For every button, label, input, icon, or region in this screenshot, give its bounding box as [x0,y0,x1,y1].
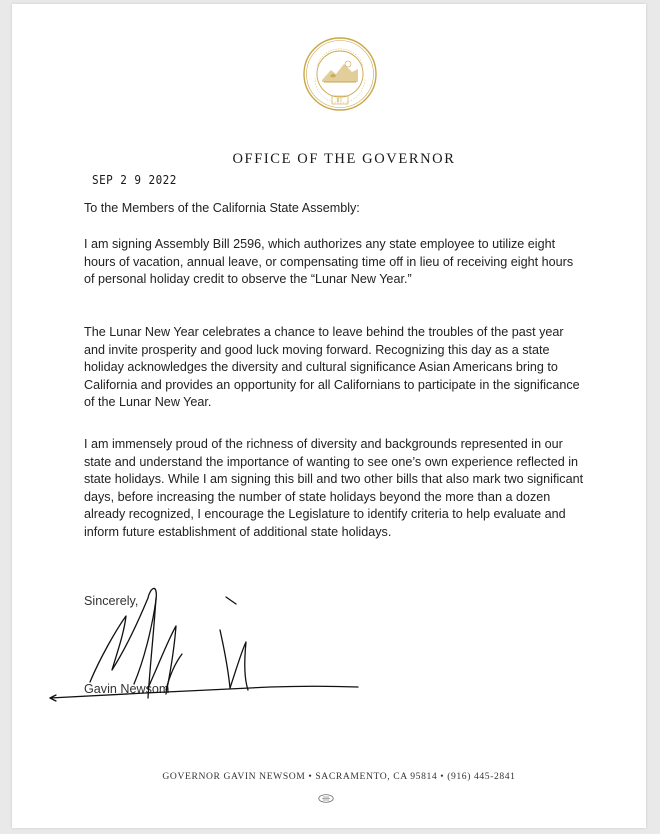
paragraph-2 [84,324,584,412]
letter-page [12,4,646,828]
salutation-text: To the Members of the California State Assembly: [84,201,360,215]
paragraph-2-text: The Lunar New Year celebrates a chance to leave behind the troubles of the past year and invite prosperity and good luck moving forward. Recognizing this day as a state holiday acknowledges the diversity and cultural significance Asian Americans bring to California and provides an opportunity for all Californians to participate in the significance of the Lunar New Year. [84,325,580,410]
office-title: OFFICE OF THE GOVERNOR [232,151,456,167]
date-stamp: SEP 2 9 2022 [92,172,177,187]
governor-seal-icon [302,36,378,112]
salutation [84,200,584,218]
footer-address: GOVERNOR GAVIN NEWSOM • SACRAMENTO, CA 95814 • (916) 445-2841 [162,771,516,782]
paragraph-1 [84,236,584,289]
signer-name: Gavin Newsom [84,682,170,696]
handwritten-signature-icon [30,570,390,720]
paragraph-3 [84,436,584,542]
paragraph-1-text: I am signing Assembly Bill 2596, which authorizes any state employee to utilize eight hours of vacation, annual leave, or compensating time off in lieu of receiving eight hours of personal holiday credit to observe the “Lunar New Year.” [84,237,574,287]
paragraph-3-text: I am immensely proud of the richness of diversity and backgrounds represented in our state and understand the importance of wanting to see one’s own experience reflected in state holidays. While I am signing this bill and two other bills that also mark two significant days, before increasing the number of state holidays beyond the more than a dozen already recognized, I encourage the Legislature to identify criteria to help evaluate and inform future establishment of additional state holidays. [84,437,584,539]
union-bug-icon [318,794,334,803]
closing: Sincerely, [84,594,139,608]
